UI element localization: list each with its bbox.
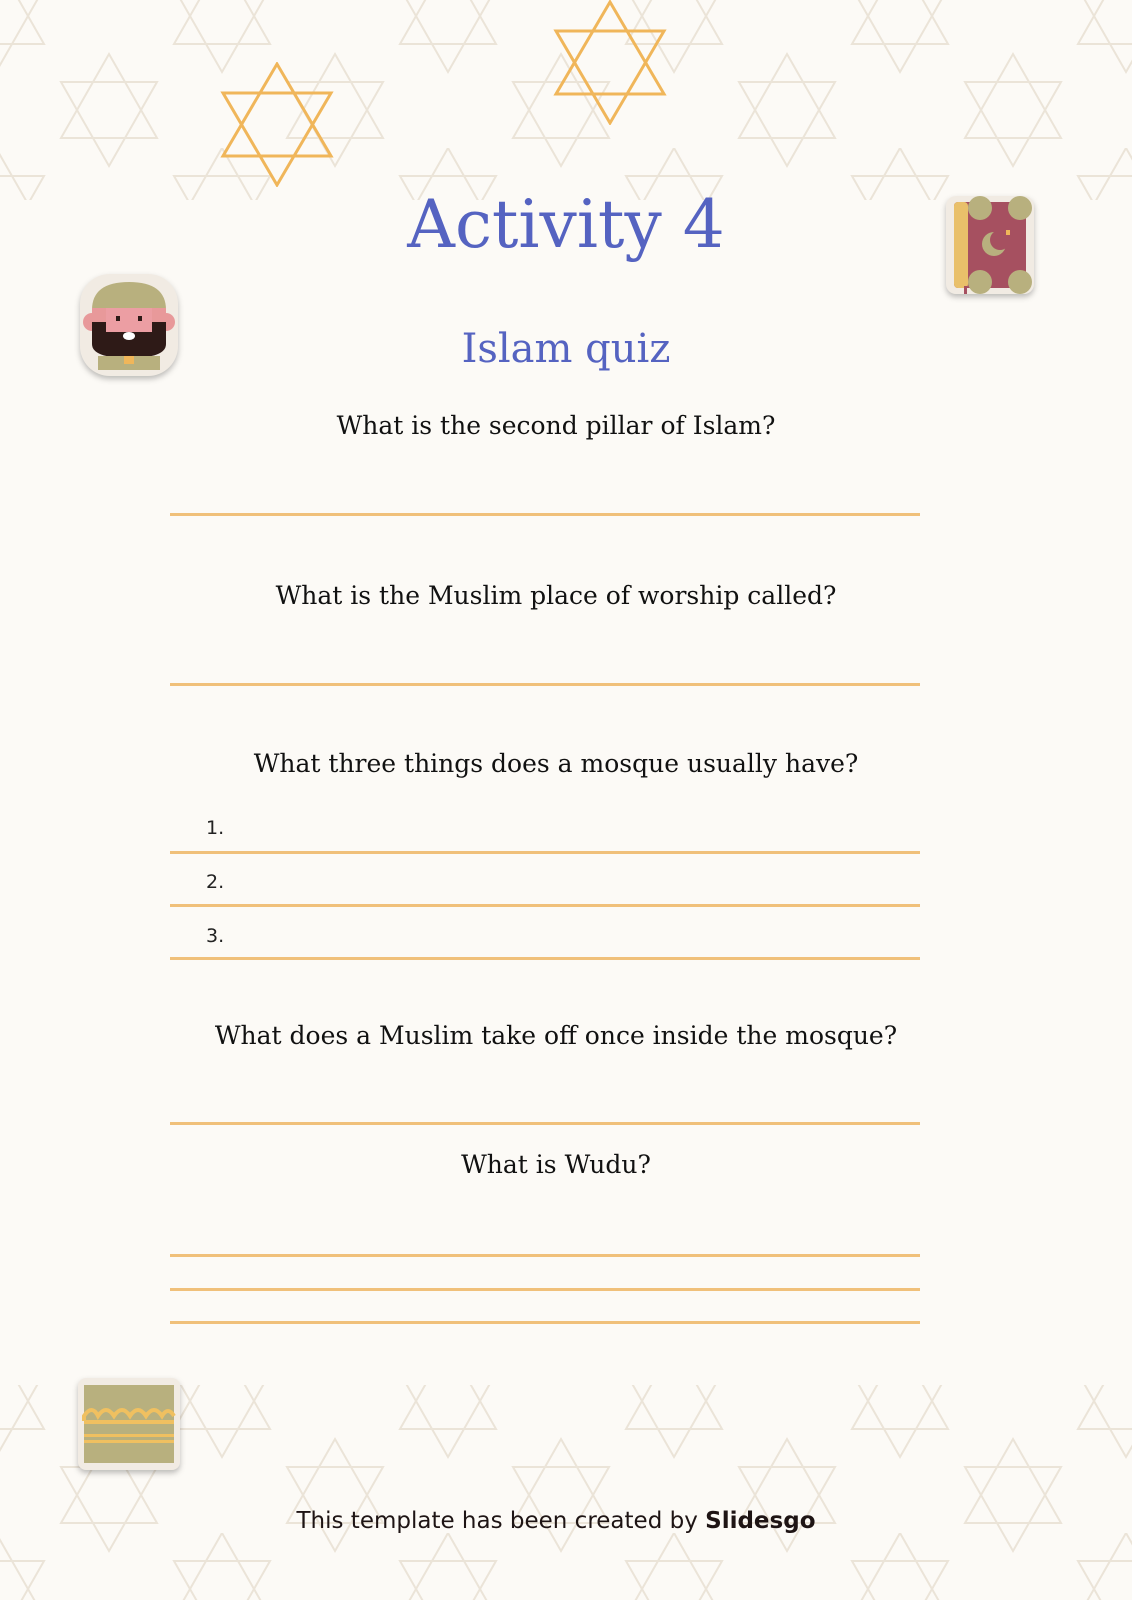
star-decoration-icon [220,62,335,187]
footer-credit [0,1508,1112,1534]
answer-line-5c[interactable] [170,1321,920,1324]
answer-line-5b[interactable] [170,1288,920,1291]
answer-line-5a[interactable] [170,1254,920,1257]
question-2: What is the Muslim place of worship called? [275,581,837,610]
footer-brand-link[interactable]: Slidesgo [705,1508,816,1534]
list-number-1: 1. [206,817,225,839]
answer-line-3c[interactable] [170,957,920,960]
footer-text: This template has been created by [296,1508,706,1534]
star-decoration-icon [553,0,668,125]
answer-line-1[interactable] [170,513,920,516]
question-4: What does a Muslim take off once inside the mosque? [214,1021,898,1050]
answer-line-3b[interactable] [170,904,920,907]
list-number-3: 3. [206,925,225,947]
question-1: What is the second pillar of Islam? [336,411,776,440]
page-subtitle: Islam quiz [461,326,671,372]
question-5: What is Wudu? [461,1150,651,1179]
list-number-2: 2. [206,871,225,893]
question-3: What three things does a mosque usually have? [253,749,859,778]
answer-line-3a[interactable] [170,851,920,854]
answer-line-2[interactable] [170,683,920,686]
page-title: Activity 4 [407,186,725,263]
answer-line-4[interactable] [170,1122,920,1125]
kaaba-sticker-icon [76,1376,182,1472]
